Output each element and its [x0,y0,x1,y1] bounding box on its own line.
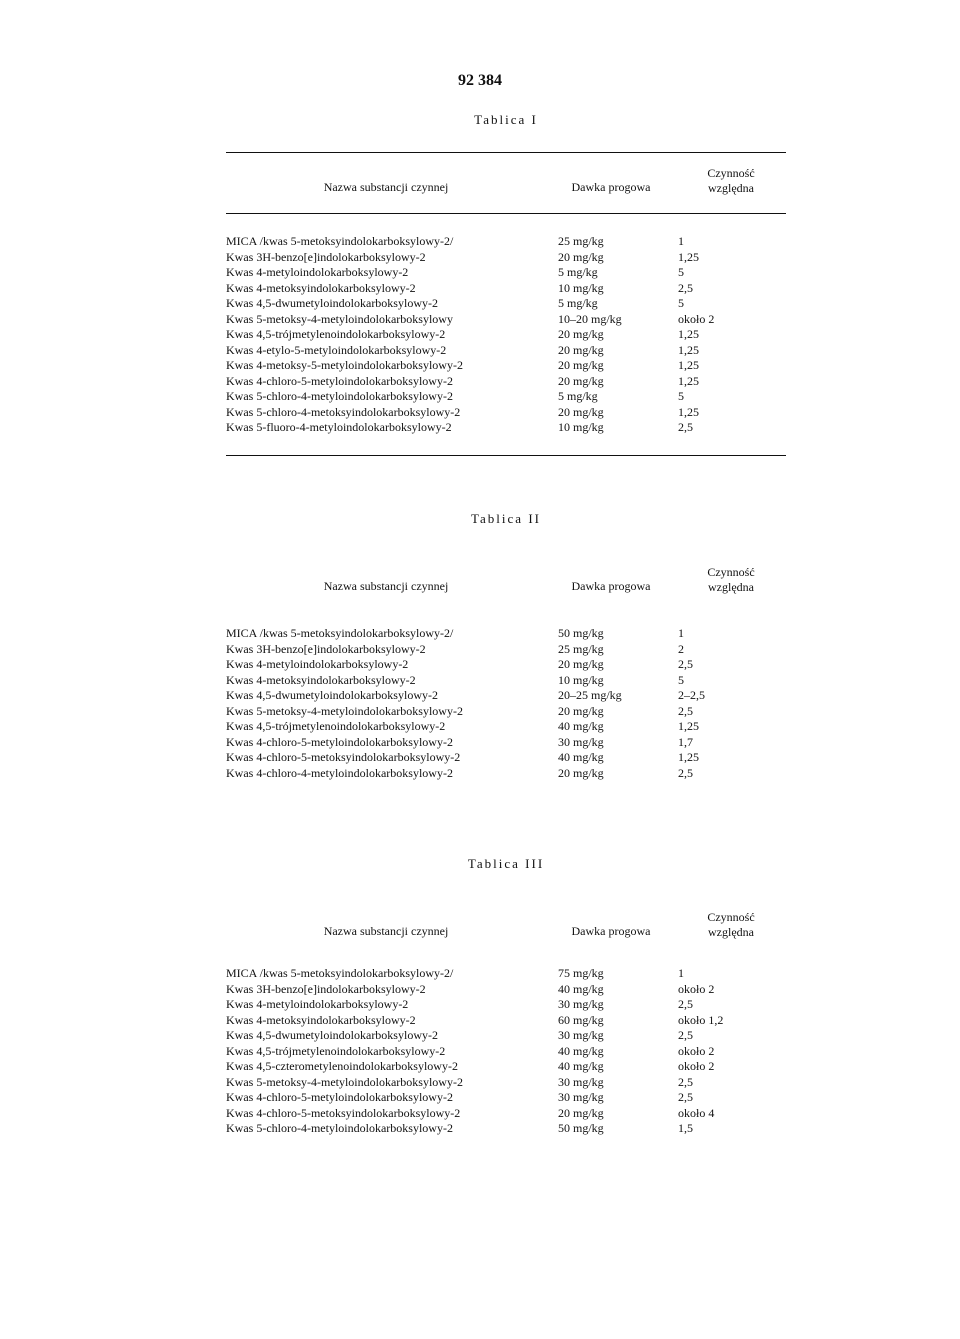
relative-activity-cell: 1,25 [678,750,699,764]
relative-activity-cell: 2,5 [678,703,693,718]
table-row [226,673,786,689]
header-activity-line1: Czynność [707,910,755,924]
table-row [226,1013,786,1029]
table-title: Tablica I [474,112,538,127]
bottom-rule [226,455,786,456]
substance-name-cell: MICA /kwas 5-metoksyindolokarboksylowy-2/ [226,626,454,640]
substance-name-cell: Kwas 4-chloro-5-metoksyindolokarboksylowy-2 [226,750,461,764]
threshold-dose-cell: 20 mg/kg [558,373,604,388]
table-row [226,1090,786,1106]
header-activity-line2: względna [708,580,754,594]
substance-name-cell: Kwas 4,5-trójmetylenoindolokarboksylowy-2 [226,1043,446,1058]
relative-activity-cell: 1,25 [678,249,699,264]
threshold-dose-cell: 30 mg/kg [558,1074,604,1089]
table-row [226,234,786,250]
relative-activity-cell: 1,25 [678,373,699,388]
substance-name-cell: Kwas 5-chloro-4-metyloindolokarboksylowy-2 [226,1121,453,1135]
relative-activity-cell: 2,5 [678,1028,693,1042]
table-title: Tablica II [471,511,541,526]
table-row [226,296,786,312]
threshold-dose-cell: 25 mg/kg [558,641,604,656]
header-activity-line1: Czynność [707,565,755,579]
relative-activity-cell: 2,5 [678,1074,693,1089]
table-row [226,642,786,658]
substance-name-cell: Kwas 5-metoksy-4-metyloindolokarboksylowy-2 [226,1074,463,1089]
table-row [226,343,786,359]
substance-name-cell: Kwas 3H-benzo[e]indolokarboksylowy-2 [226,641,426,656]
substance-name-cell: Kwas 4-chloro-5-metyloindolokarboksylowy-2 [226,734,453,749]
table-body [226,966,786,1137]
relative-activity-cell: 1,7 [678,734,693,749]
table-row [226,327,786,343]
relative-activity-cell: 1,25 [678,358,699,372]
threshold-dose-cell: 5 mg/kg [558,296,598,310]
substance-name-cell: Kwas 4-metoksyindolokarboksylowy-2 [226,1012,416,1027]
substance-name-cell: MICA /kwas 5-metoksyindolokarboksylowy-2/ [226,234,454,248]
header-activity-line2: względna [708,181,754,195]
threshold-dose-cell: 25 mg/kg [558,234,604,248]
table-row [226,374,786,390]
table-row [226,265,786,281]
table-row [226,405,786,421]
threshold-dose-cell: 60 mg/kg [558,1012,604,1027]
relative-activity-cell: 1,5 [678,1121,693,1135]
threshold-dose-cell: 30 mg/kg [558,1090,604,1104]
threshold-dose-cell: 5 mg/kg [558,389,598,403]
table-row [226,719,786,735]
substance-name-cell: Kwas 5-chloro-4-metyloindolokarboksylowy-2 [226,389,453,403]
header-rule [226,213,786,214]
threshold-dose-cell: 40 mg/kg [558,1059,604,1073]
table-row [226,312,786,328]
threshold-dose-cell: 20 mg/kg [558,327,604,341]
header-substance-name: Nazwa substancji czynnej [323,579,449,593]
header-relative-activity [676,910,786,940]
header-substance-name: Nazwa substancji czynnej [323,180,449,194]
substance-name-cell: Kwas 4,5-dwumetyloindolokarboksylowy-2 [226,1028,438,1042]
threshold-dose-cell: 20 mg/kg [558,404,604,419]
relative-activity-cell: 2–2,5 [678,688,705,702]
substance-name-cell: Kwas 3H-benzo[e]indolokarboksylowy-2 [226,981,426,996]
relative-activity-cell: 1,25 [678,327,699,341]
header-threshold-dose: Dawka progowa [571,924,651,938]
relative-activity-cell: 5 [678,389,684,403]
relative-activity-cell: około 2 [678,311,715,326]
table-row [226,1028,786,1044]
substance-name-cell: Kwas 5-chloro-4-metoksyindolokarboksylowy-2 [226,404,461,419]
threshold-dose-cell: 75 mg/kg [558,966,604,980]
relative-activity-cell: 1 [678,966,684,980]
header-relative-activity [676,166,786,196]
threshold-dose-cell: 30 mg/kg [558,734,604,749]
table-row [226,966,786,982]
threshold-dose-cell: 20 mg/kg [558,703,604,718]
relative-activity-cell: 2,5 [678,420,693,434]
substance-name-cell: Kwas 4-metyloindolokarboksylowy-2 [226,265,409,279]
table-row [226,1121,786,1137]
table-row [226,420,786,436]
threshold-dose-cell: 40 mg/kg [558,1043,604,1058]
substance-name-cell: Kwas 4-chloro-5-metoksyindolokarboksylowy-2 [226,1105,461,1120]
substance-name-cell: Kwas 4-etylo-5-metyloindolokarboksylowy-2 [226,342,447,357]
table-row [226,750,786,766]
relative-activity-cell: 1,25 [678,404,699,419]
substance-name-cell: Kwas 5-metoksy-4-metyloindolokarboksylowy-2 [226,703,463,718]
table-row [226,657,786,673]
relative-activity-cell: 2,5 [678,765,693,780]
relative-activity-cell: 5 [678,265,684,279]
threshold-dose-cell: 10–20 mg/kg [558,311,622,326]
threshold-dose-cell: 20–25 mg/kg [558,688,622,702]
substance-name-cell: Kwas 4,5-dwumetyloindolokarboksylowy-2 [226,688,438,702]
threshold-dose-cell: 30 mg/kg [558,1028,604,1042]
relative-activity-cell: 1,25 [678,719,699,733]
substance-name-cell: Kwas 4-metyloindolokarboksylowy-2 [226,657,409,671]
header-threshold-dose: Dawka progowa [571,180,651,194]
table-row [226,1075,786,1091]
table-row [226,1044,786,1060]
threshold-dose-cell: 50 mg/kg [558,1121,604,1135]
substance-name-cell: Kwas 4,5-dwumetyloindolokarboksylowy-2 [226,296,438,310]
threshold-dose-cell: 20 mg/kg [558,657,604,671]
threshold-dose-cell: 20 mg/kg [558,358,604,372]
substance-name-cell: Kwas 3H-benzo[e]indolokarboksylowy-2 [226,249,426,264]
threshold-dose-cell: 40 mg/kg [558,981,604,996]
threshold-dose-cell: 40 mg/kg [558,750,604,764]
table-row [226,250,786,266]
relative-activity-cell: 1,25 [678,342,699,357]
relative-activity-cell: 2,5 [678,657,693,671]
table-row [226,281,786,297]
header-activity-line2: względna [708,925,754,939]
substance-name-cell: Kwas 5-fluoro-4-metyloindolokarboksylowy-2 [226,420,452,434]
table-row [226,688,786,704]
table-row [226,766,786,782]
header-substance-name: Nazwa substancji czynnej [323,924,449,938]
relative-activity-cell: około 2 [678,981,715,996]
top-rule [226,152,786,153]
substance-name-cell: Kwas 4-metoksyindolokarboksylowy-2 [226,280,416,295]
relative-activity-cell: 2,5 [678,280,693,295]
threshold-dose-cell: 10 mg/kg [558,420,604,434]
relative-activity-cell: 2,5 [678,997,693,1011]
threshold-dose-cell: 5 mg/kg [558,265,598,279]
substance-name-cell: Kwas 4-chloro-5-metyloindolokarboksylowy-2 [226,1090,453,1104]
header-relative-activity [676,565,786,595]
relative-activity-cell: około 4 [678,1105,715,1120]
table-row [226,982,786,998]
substance-name-cell: Kwas 4-metyloindolokarboksylowy-2 [226,997,409,1011]
relative-activity-cell: 2,5 [678,1090,693,1104]
table-row [226,704,786,720]
relative-activity-cell: 5 [678,672,684,687]
relative-activity-cell: 1 [678,234,684,248]
header-threshold-dose: Dawka progowa [571,579,651,593]
substance-name-cell: Kwas 4,5-trójmetylenoindolokarboksylowy-2 [226,719,446,733]
table-row [226,358,786,374]
relative-activity-cell: 5 [678,296,684,310]
threshold-dose-cell: 30 mg/kg [558,997,604,1011]
table-row [226,626,786,642]
threshold-dose-cell: 20 mg/kg [558,1105,604,1120]
table-row [226,1059,786,1075]
threshold-dose-cell: 10 mg/kg [558,280,604,295]
page-number: 92 384 [458,72,502,89]
substance-name-cell: Kwas 5-metoksy-4-metyloindolokarboksylowy [226,311,453,326]
relative-activity-cell: około 2 [678,1043,715,1058]
threshold-dose-cell: 50 mg/kg [558,626,604,640]
substance-name-cell: MICA /kwas 5-metoksyindolokarboksylowy-2/ [226,966,454,980]
substance-name-cell: Kwas 4,5-trójmetylenoindolokarboksylowy-2 [226,327,446,341]
threshold-dose-cell: 40 mg/kg [558,719,604,733]
header-activity-line1: Czynność [707,166,755,180]
substance-name-cell: Kwas 4,5-czterometylenoindolokarboksylowy-2 [226,1059,458,1073]
table-body [226,234,786,436]
table-row [226,1106,786,1122]
relative-activity-cell: około 1,2 [678,1012,724,1027]
relative-activity-cell: 2 [678,641,684,656]
substance-name-cell: Kwas 4-chloro-4-metyloindolokarboksylowy-2 [226,765,453,780]
threshold-dose-cell: 10 mg/kg [558,672,604,687]
table-row [226,997,786,1013]
table-body [226,626,786,781]
relative-activity-cell: około 2 [678,1059,715,1073]
substance-name-cell: Kwas 4-metoksy-5-metyloindolokarboksylowy-2 [226,358,463,372]
threshold-dose-cell: 20 mg/kg [558,249,604,264]
substance-name-cell: Kwas 4-chloro-5-metyloindolokarboksylowy-2 [226,373,453,388]
table-title: Tablica III [467,856,545,871]
table-row [226,735,786,751]
table-row [226,389,786,405]
relative-activity-cell: 1 [678,626,684,640]
substance-name-cell: Kwas 4-metoksyindolokarboksylowy-2 [226,672,416,687]
threshold-dose-cell: 20 mg/kg [558,342,604,357]
threshold-dose-cell: 20 mg/kg [558,765,604,780]
